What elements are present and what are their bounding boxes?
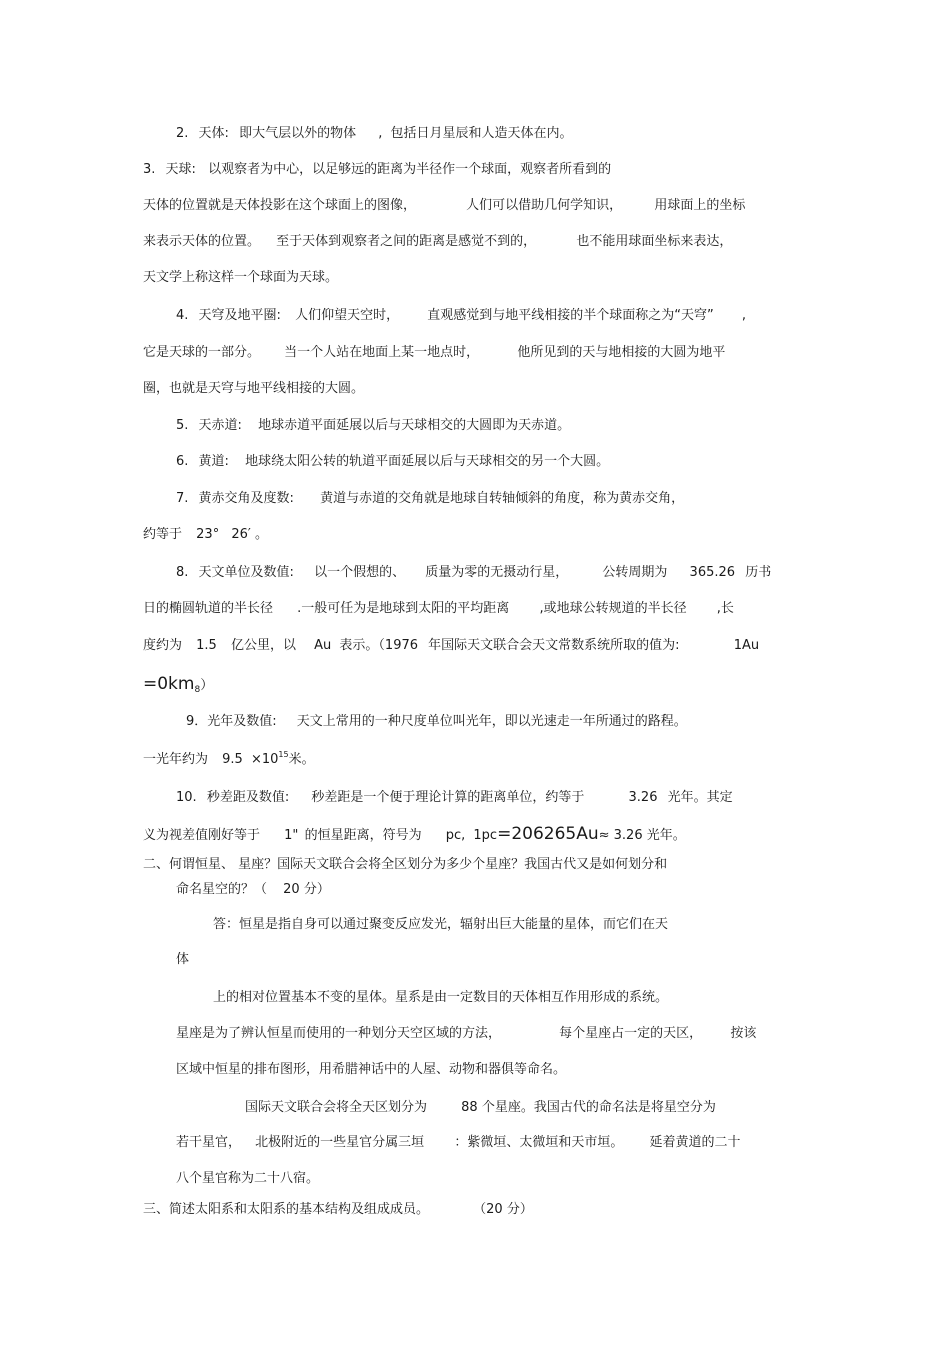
text: 即大气层以外的物体 (239, 126, 357, 141)
item-4-line-3 (143, 380, 364, 398)
term: 天穹及地平圈: (198, 308, 281, 323)
text: 度约为 (143, 638, 183, 653)
item-4-line-1 (176, 307, 746, 325)
text: 秒差距是一个便于理论计算的距离单位，约等于 (311, 790, 585, 805)
item-3-line-2 (143, 197, 745, 215)
term: 9．光年及数值: (186, 714, 277, 729)
item-9-line-2 (143, 751, 315, 769)
answer-line-5: 区域中恒星的排布图形，用希腊神话中的人屋、动物和器俱等命名。 (176, 1062, 567, 1077)
text: 命名星空的？（ (176, 882, 268, 897)
value: Au (314, 638, 332, 653)
item-number: 4. (176, 308, 189, 323)
text: 亿公里，以 (230, 638, 296, 653)
item-number: 2. (176, 126, 189, 141)
item-number: 10. (176, 790, 197, 805)
score: 20 分） (283, 882, 330, 897)
value: pc, (445, 828, 466, 843)
text: 表示。（1976 (339, 638, 419, 653)
value: 365.26 (689, 565, 736, 580)
text: .一般可任为是地球到太阳的平均距离 (297, 601, 510, 616)
text: 按该 (730, 1026, 757, 1041)
text: 的恒星距离，符号为 (304, 828, 422, 843)
text: 国际天文联合会将全天区划分为 (245, 1100, 428, 1115)
item-number: 5. (176, 418, 189, 433)
text: 来表示天体的位置。 (143, 234, 261, 249)
text: 他所见到的天与地相接的大圆为地平 (517, 345, 726, 360)
text: 公转周期为 (602, 565, 668, 580)
item-2-line-1 (176, 125, 573, 143)
text: 一光年约为 (143, 752, 209, 767)
text: 88 个星座。我国古代的命名法是将星空分为 (461, 1100, 716, 1115)
item-8-line-3 (143, 637, 759, 655)
value: 26′ (231, 527, 251, 542)
text: 天文上常用的一种尺度单位叫光年，即以光速走一年所通过的路程。 (296, 714, 687, 729)
text: 每个星座占一定的天区， (559, 1026, 703, 1041)
text: 它是天球的一部分。 (143, 345, 261, 360)
score: （20 分） (473, 1202, 533, 1217)
text: 延着黄道的二十 (649, 1135, 741, 1150)
item-6 (176, 453, 609, 471)
text: ：紫微垣、太微垣和天市垣。 (454, 1135, 624, 1150)
item-5 (176, 417, 570, 435)
term: 秒差距及数值: (206, 790, 290, 805)
item-7-line-1 (176, 490, 684, 508)
answer-line-2: 体 (176, 952, 190, 967)
value: =0km (143, 674, 195, 694)
value: 1" (284, 828, 299, 843)
text: 三、简述太阳系和太阳系的基本结构及组成成员。 (143, 1202, 430, 1217)
text: 若干星官， (176, 1135, 242, 1150)
value: 1.5 (196, 638, 217, 653)
term: 天体: (198, 126, 229, 141)
text: 日的椭圆轨道的半长径 (143, 601, 274, 616)
question-3-title (143, 1201, 533, 1219)
answer-line-1: 答：恒星是指自身可以通过聚变反应发光，辐射出巨大能量的星体，而它们在天 (213, 917, 669, 932)
text: 以观察者为中心，以足够远的距离为半径作一个球面，观察者所看到的 (208, 162, 612, 177)
item-3-line-1 (143, 161, 611, 179)
text: ） (200, 678, 214, 693)
value: ×10 (250, 752, 279, 767)
superscript: 15 (278, 750, 289, 759)
text: 天体的位置就是天体投影在这个球面上的图像， (143, 198, 417, 213)
item-10-line-1 (176, 789, 733, 807)
text: 质量为零的无摄动行星， (425, 565, 569, 580)
text: ,或地球公转规道的半长径 (539, 601, 687, 616)
value: 1pc (473, 828, 498, 843)
term: 天赤道: (198, 418, 242, 433)
text: 地球赤道平面延展以后与天球相交的大圆即为天赤道。 (258, 418, 571, 433)
text: 光年。其定 (667, 790, 733, 805)
term: 天球: (165, 162, 196, 177)
value: =206265Au (497, 824, 599, 844)
item-number: 6. (176, 454, 189, 469)
item-8-line-1 (176, 564, 771, 582)
text: 圈，也就是天穹与地平线相接的大圆。 (143, 381, 365, 396)
text: 黄道与赤道的交角就是地球自转轴倾斜的角度，称为黄赤交角， (320, 491, 685, 506)
text: 星座是为了辨认恒星而使用的一种划分天空区域的方法， (176, 1026, 502, 1041)
text: ,长 (716, 601, 734, 616)
item-8-line-4 (143, 673, 213, 701)
text: 直观感觉到与地平线相接的半个球面称之为“天穹” (427, 308, 714, 323)
text: 以一个假想的、 (314, 565, 406, 580)
text: 约等于 (143, 527, 183, 542)
item-number: 7. (176, 491, 189, 506)
item-7-line-2 (143, 526, 268, 544)
text: 当一个人站在地面上某一地点时， (284, 345, 480, 360)
text: 人们可以借助几何学知识， (466, 198, 623, 213)
answer-line-7 (176, 1134, 740, 1152)
text: 用球面上的坐标 (654, 198, 746, 213)
text: 也不能用球面坐标来表达， (576, 234, 733, 249)
item-3-line-4 (143, 269, 338, 287)
value: 3.26 (628, 790, 658, 805)
text: 历书 (745, 565, 772, 580)
text: 天文学上称这样一个球面为天球。 (143, 270, 339, 285)
text: 义为视差值刚好等于 (143, 828, 261, 843)
item-3-line-3 (143, 233, 732, 251)
term: 黄道: (198, 454, 229, 469)
text: 人们仰望天空时， (295, 308, 400, 323)
text: 北极附近的一些星官分属三垣 (255, 1135, 425, 1150)
answer-line-6 (245, 1099, 716, 1117)
item-9-line-1 (186, 713, 687, 731)
question-2-title-line-2 (176, 881, 330, 899)
text: 至于天体到观察者之间的距离是感觉不到的， (276, 234, 537, 249)
value: ≈ 3.26 (598, 828, 643, 843)
question-2-title: 二、何谓恒星、 星座？国际天文联合会将全区划分为多少个星座？我国古代又是如何划分和 (143, 857, 668, 872)
text: 年国际天文联合会天文常数系统所取的值为: (428, 638, 680, 653)
answer-line-4 (176, 1025, 756, 1043)
text: , (741, 308, 746, 323)
text: , (378, 126, 383, 141)
item-8-line-2 (143, 600, 734, 618)
text: 光年。 (646, 828, 686, 843)
subscript: 8 (194, 685, 201, 695)
text: 地球绕太阳公转的轨道平面延展以后与天球相交的另一个大圆。 (245, 454, 610, 469)
text: 包括日月星辰和人造天体在内。 (390, 126, 573, 141)
term: 黄赤交角及度数: (198, 491, 294, 506)
value: 23° (196, 527, 220, 542)
term: 天文单位及数值: (198, 565, 294, 580)
item-number: 8. (176, 565, 189, 580)
answer-line-3: 上的相对位置基本不变的星体。星系是由一定数目的天体相互作用形成的系统。 (213, 990, 669, 1005)
value: 1Au (733, 638, 760, 653)
item-10-line-2 (143, 823, 686, 847)
text: 米。 (288, 752, 315, 767)
answer-line-8: 八个星官称为二十八宿。 (176, 1171, 320, 1186)
item-number: 3. (143, 162, 156, 177)
text: 。 (254, 527, 268, 542)
item-4-line-2 (143, 344, 725, 362)
value: 9.5 (222, 752, 243, 767)
